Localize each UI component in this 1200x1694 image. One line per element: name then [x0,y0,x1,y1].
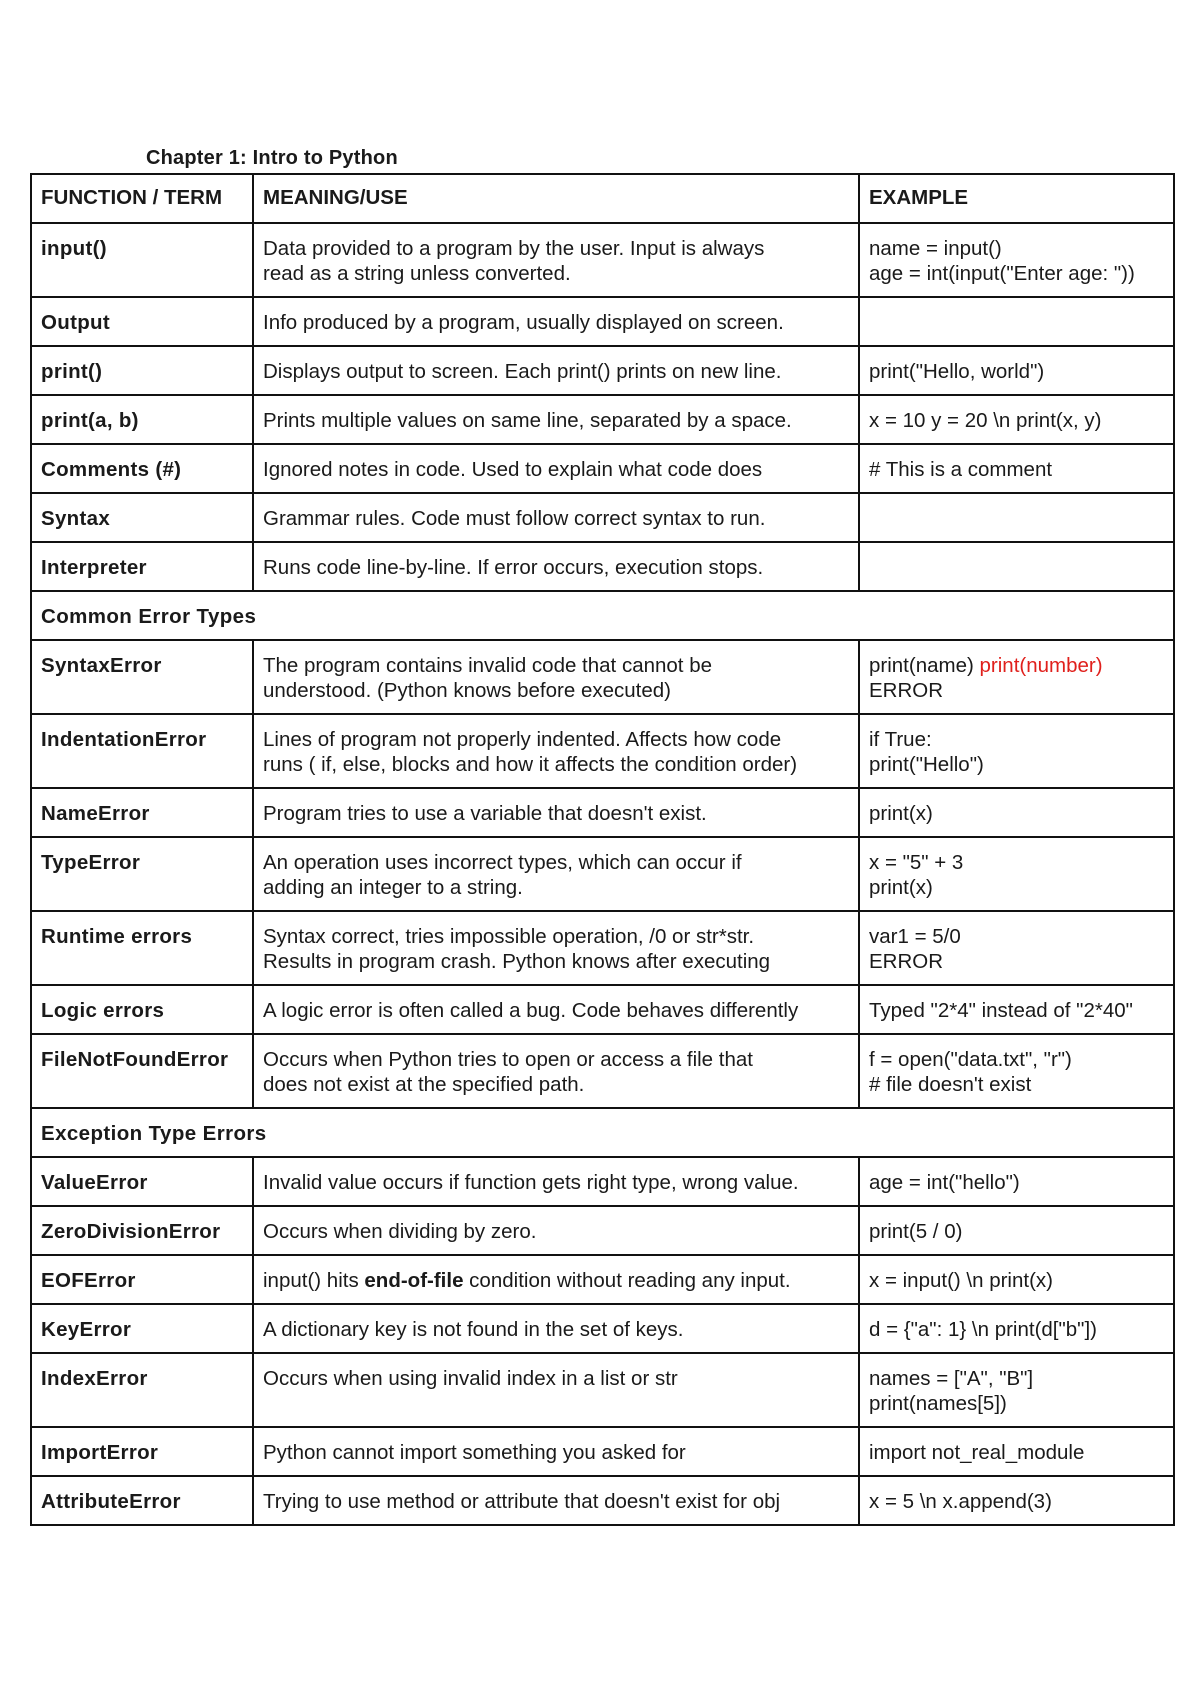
meaning-cell: A logic error is often called a bug. Code behaves differently [253,985,859,1034]
meaning-cell: Occurs when dividing by zero. [253,1206,859,1255]
meaning-cell: A dictionary key is not found in the set of keys. [253,1304,859,1353]
term-cell: SyntaxError [31,640,253,714]
term-cell: NameError [31,788,253,837]
example-cell: if True: print("Hello") [859,714,1174,788]
example-cell: age = int("hello") [859,1157,1174,1206]
table-row [31,1304,1174,1353]
meaning-cell: Occurs when Python tries to open or access a file that does not exist at the specified path. [253,1034,859,1108]
section-heading-exception-errors: Exception Type Errors [31,1108,1174,1157]
term-cell: AttributeError [31,1476,253,1525]
example-text: print(name) [869,654,980,677]
meaning-cell: Trying to use method or attribute that doesn't exist for obj [253,1476,859,1525]
meaning-cell: Syntax correct, tries impossible operation, /0 or str*str. Results in program crash. Python knows after executing [253,911,859,985]
term-cell: print() [31,346,253,395]
term-cell: Runtime errors [31,911,253,985]
example-cell: x = 5 \n x.append(3) [859,1476,1174,1525]
section-heading-common-errors: Common Error Types [31,591,1174,640]
meaning-cell: Info produced by a program, usually displayed on screen. [253,297,859,346]
meaning-cell: Python cannot import something you asked for [253,1427,859,1476]
table-row [31,297,1174,346]
table-row [31,346,1174,395]
meaning-cell: Occurs when using invalid index in a list or str [253,1353,859,1427]
meaning-cell: Invalid value occurs if function gets right type, wrong value. [253,1157,859,1206]
header-row [31,174,1174,223]
example-cell: import not_real_module [859,1427,1174,1476]
meaning-cell: The program contains invalid code that cannot be understood. (Python knows before executed) [253,640,859,714]
table-row [31,1476,1174,1525]
example-cell [859,640,1174,714]
meaning-cell [253,1255,859,1304]
section-row-common-errors [31,591,1174,640]
meaning-cell: Prints multiple values on same line, separated by a space. [253,395,859,444]
meaning-cell: An operation uses incorrect types, which can occur if adding an integer to a string. [253,837,859,911]
example-text: ERROR [869,679,944,702]
table-row [31,985,1174,1034]
example-cell: f = open("data.txt", "r") # file doesn't exist [859,1034,1174,1108]
example-cell: x = 10 y = 20 \n print(x, y) [859,395,1174,444]
term-cell: TypeError [31,837,253,911]
python-reference-table [30,173,1175,1526]
example-cell [859,542,1174,591]
term-cell: input() [31,223,253,297]
term-cell: Syntax [31,493,253,542]
meaning-cell: Ignored notes in code. Used to explain what code does [253,444,859,493]
term-cell: IndexError [31,1353,253,1427]
term-cell: Interpreter [31,542,253,591]
term-cell: FileNotFoundError [31,1034,253,1108]
example-cell: print(5 / 0) [859,1206,1174,1255]
table-row [31,714,1174,788]
example-cell: print(x) [859,788,1174,837]
example-cell: x = input() \n print(x) [859,1255,1174,1304]
header-meaning: MEANING/USE [253,174,859,223]
table-row [31,444,1174,493]
table-row [31,1427,1174,1476]
example-cell: names = ["A", "B"] print(names[5]) [859,1353,1174,1427]
meaning-cell: Lines of program not properly indented. Affects how code runs ( if, else, blocks and how it affects the condition order) [253,714,859,788]
example-cell: Typed "2*4" instead of "2*40" [859,985,1174,1034]
table-row [31,640,1174,714]
page-title: Chapter 1: Intro to Python [146,147,398,169]
example-cell: # This is a comment [859,444,1174,493]
term-cell: Comments (#) [31,444,253,493]
term-cell: ImportError [31,1427,253,1476]
table-row [31,1206,1174,1255]
term-cell: KeyError [31,1304,253,1353]
term-cell: EOFError [31,1255,253,1304]
term-cell: Logic errors [31,985,253,1034]
emphasized-text: end-of-file [364,1269,464,1292]
table-row [31,223,1174,297]
term-cell: Output [31,297,253,346]
meaning-text: condition without reading any input. [463,1269,791,1292]
example-cell: print("Hello, world") [859,346,1174,395]
highlighted-example-text: print(number) [979,654,1103,677]
header-term: FUNCTION / TERM [31,174,253,223]
header-example: EXAMPLE [859,174,1174,223]
meaning-cell: Runs code line-by-line. If error occurs, execution stops. [253,542,859,591]
example-cell: d = {"a": 1} \n print(d["b"]) [859,1304,1174,1353]
table-row [31,395,1174,444]
table-row [31,542,1174,591]
meaning-cell: Program tries to use a variable that doesn't exist. [253,788,859,837]
table-row [31,493,1174,542]
meaning-cell: Grammar rules. Code must follow correct syntax to run. [253,493,859,542]
table-row [31,1034,1174,1108]
meaning-cell: Data provided to a program by the user. Input is always read as a string unless converted. [253,223,859,297]
table-row [31,837,1174,911]
table-row [31,1353,1174,1427]
table-row [31,1157,1174,1206]
example-cell [859,297,1174,346]
meaning-text: input() hits [263,1269,365,1292]
table-row [31,911,1174,985]
example-cell: name = input() age = int(input("Enter age: ")) [859,223,1174,297]
table-row [31,788,1174,837]
term-cell: IndentationError [31,714,253,788]
section-row-exception-errors [31,1108,1174,1157]
example-cell [859,493,1174,542]
table-row [31,1255,1174,1304]
term-cell: ZeroDivisionError [31,1206,253,1255]
term-cell: ValueError [31,1157,253,1206]
example-cell: var1 = 5/0 ERROR [859,911,1174,985]
term-cell: print(a, b) [31,395,253,444]
example-cell: x = "5" + 3 print(x) [859,837,1174,911]
meaning-cell: Displays output to screen. Each print() prints on new line. [253,346,859,395]
